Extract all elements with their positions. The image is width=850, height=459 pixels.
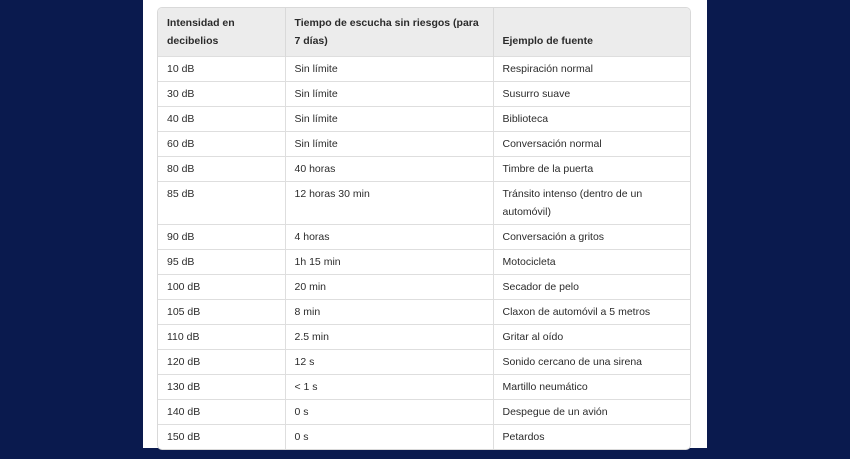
cell-source-example: Conversación normal bbox=[493, 132, 690, 157]
table-row bbox=[158, 325, 690, 350]
cell-intensity: 40 dB bbox=[158, 107, 285, 132]
table-row bbox=[158, 250, 690, 275]
header-source-example: Ejemplo de fuente bbox=[502, 35, 593, 47]
table-row bbox=[158, 82, 690, 107]
cell-intensity: 105 dB bbox=[158, 300, 285, 325]
cell-intensity: 80 dB bbox=[158, 157, 285, 182]
cell-intensity: 150 dB bbox=[158, 425, 285, 450]
cell-source-example: Martillo neumático bbox=[493, 375, 690, 400]
table-row bbox=[158, 107, 690, 132]
table-row bbox=[158, 132, 690, 157]
cell-source-example: Biblioteca bbox=[493, 107, 690, 132]
cell-intensity: 140 dB bbox=[158, 400, 285, 425]
cell-intensity: 85 dB bbox=[158, 182, 285, 225]
table-row bbox=[158, 400, 690, 425]
cell-source-example: Petardos bbox=[493, 425, 690, 450]
noise-exposure-table-container bbox=[157, 7, 691, 450]
header-intensity: Intensidad en decibelios bbox=[158, 8, 285, 57]
cell-intensity: 10 dB bbox=[158, 57, 285, 82]
cell-source-example: Susurro suave bbox=[493, 82, 690, 107]
cell-source-example: Sonido cercano de una sirena bbox=[493, 350, 690, 375]
cell-safe-time: 20 min bbox=[285, 275, 493, 300]
cell-safe-time: Sin límite bbox=[285, 82, 493, 107]
table-row bbox=[158, 275, 690, 300]
cell-source-example: Respiración normal bbox=[493, 57, 690, 82]
cell-intensity: 110 dB bbox=[158, 325, 285, 350]
cell-safe-time: 4 horas bbox=[285, 225, 493, 250]
cell-intensity: 100 dB bbox=[158, 275, 285, 300]
cell-source-example: Motocicleta bbox=[493, 250, 690, 275]
table-body bbox=[158, 57, 690, 450]
table-row bbox=[158, 157, 690, 182]
cell-intensity: 90 dB bbox=[158, 225, 285, 250]
cell-intensity: 120 dB bbox=[158, 350, 285, 375]
cell-safe-time: 2.5 min bbox=[285, 325, 493, 350]
cell-safe-time: 8 min bbox=[285, 300, 493, 325]
table-row bbox=[158, 350, 690, 375]
cell-intensity: 95 dB bbox=[158, 250, 285, 275]
cell-safe-time: 12 horas 30 min bbox=[285, 182, 493, 225]
header-row bbox=[158, 8, 690, 57]
cell-safe-time: 1h 15 min bbox=[285, 250, 493, 275]
noise-exposure-table bbox=[158, 8, 690, 449]
cell-source-example: Despegue de un avión bbox=[493, 400, 690, 425]
cell-intensity: 60 dB bbox=[158, 132, 285, 157]
cell-intensity: 130 dB bbox=[158, 375, 285, 400]
table-row bbox=[158, 425, 690, 450]
cell-safe-time: 12 s bbox=[285, 350, 493, 375]
header-safe-time: Tiempo de escucha sin riesgos (para 7 días) bbox=[285, 8, 493, 57]
table-row bbox=[158, 57, 690, 82]
cell-source-example: Gritar al oído bbox=[493, 325, 690, 350]
table-row bbox=[158, 182, 690, 225]
table-row bbox=[158, 300, 690, 325]
table-header bbox=[158, 8, 690, 57]
cell-source-example: Claxon de automóvil a 5 metros bbox=[493, 300, 690, 325]
cell-safe-time: Sin límite bbox=[285, 57, 493, 82]
cell-source-example: Tránsito intenso (dentro de un automóvil) bbox=[493, 182, 690, 225]
cell-source-example: Secador de pelo bbox=[493, 275, 690, 300]
cell-safe-time: 0 s bbox=[285, 400, 493, 425]
cell-source-example: Conversación a gritos bbox=[493, 225, 690, 250]
cell-safe-time: < 1 s bbox=[285, 375, 493, 400]
cell-safe-time: Sin límite bbox=[285, 132, 493, 157]
content-panel bbox=[143, 0, 707, 448]
cell-source-example: Timbre de la puerta bbox=[493, 157, 690, 182]
cell-safe-time: 0 s bbox=[285, 425, 493, 450]
cell-safe-time: Sin límite bbox=[285, 107, 493, 132]
table-row bbox=[158, 375, 690, 400]
table-row bbox=[158, 225, 690, 250]
cell-intensity: 30 dB bbox=[158, 82, 285, 107]
cell-safe-time: 40 horas bbox=[285, 157, 493, 182]
